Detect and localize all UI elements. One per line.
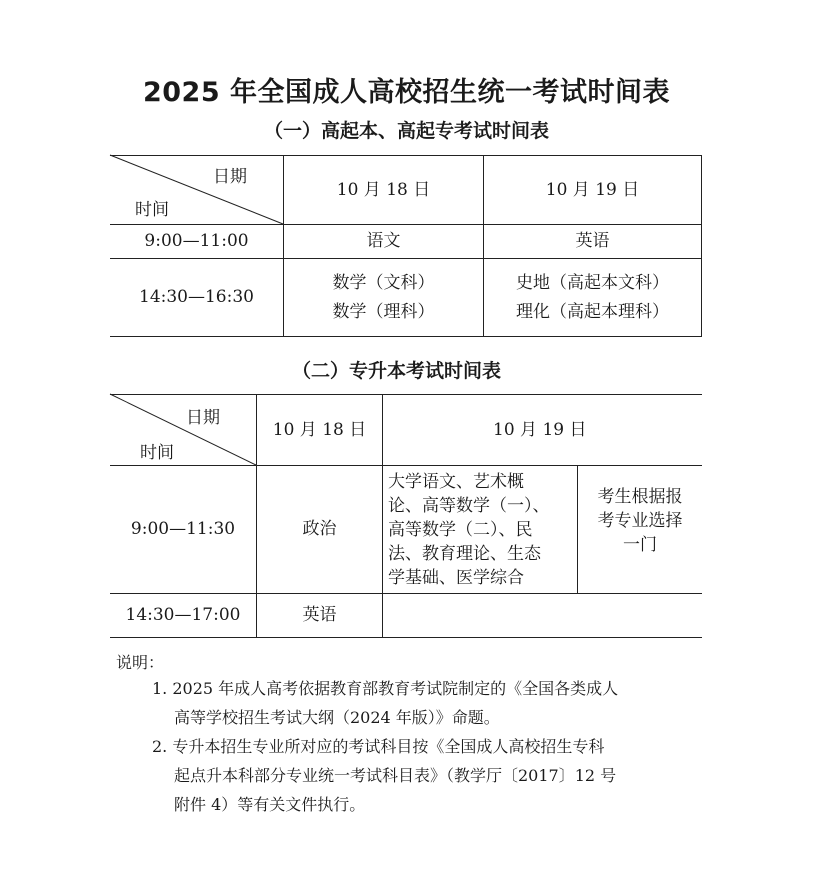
table1-date-header: 10 月 19 日	[545, 179, 640, 200]
table2-corner-date-label: 日期	[186, 408, 220, 428]
subject-line: 数学（文科）	[332, 272, 435, 293]
note-item-2	[152, 732, 618, 819]
note-line: 高等学校招生考试大纲（2024 年版）》命题。	[174, 708, 500, 727]
table2-subject-cell: 政治	[302, 519, 337, 539]
note-line: 考专业选择	[597, 510, 683, 531]
note-line: 1. 2025 年成人高考依据教育部教育考试院制定的《全国各类成人	[152, 679, 619, 698]
table2-corner-diagonal	[110, 394, 256, 465]
subject-line: 法、教育理论、生态	[388, 543, 541, 564]
table1-time-cell: 14:30—16:30	[139, 287, 254, 307]
table2-time-cell: 9:00—11:30	[130, 519, 236, 539]
table2-heading: （二）专升本考试时间表	[291, 360, 501, 382]
note-line: 2. 专升本招生专业所对应的考试科目按《全国成人高校招生专科	[152, 737, 605, 756]
table1-border-bottom	[110, 336, 702, 337]
subject-line: 高等数学（二）、民	[388, 519, 533, 540]
table2-border-bottom	[110, 637, 702, 638]
subject-line: 理化（高起本理科）	[516, 301, 669, 322]
subject-line: 数学（理科）	[332, 301, 435, 322]
table2-choice-note	[578, 466, 702, 593]
table2-corner-time-label: 时间	[140, 443, 174, 463]
table1-subject-cell: 语文	[366, 231, 401, 251]
subject-line: 学基础、医学综合	[388, 567, 524, 588]
note-line: 考生根据报	[597, 486, 683, 507]
table1-corner-time-label: 时间	[135, 200, 169, 220]
note-line: 起点升本科部分专业统一考试科目表》（教学厅〔2017〕12 号	[174, 766, 617, 785]
subject-line: 大学语文、艺术概	[388, 471, 524, 492]
table1-date-header: 10 月 18 日	[336, 179, 431, 200]
table2-subjects-list	[388, 468, 577, 591]
table1-corner-date-label: 日期	[213, 167, 247, 187]
note-item-1	[152, 674, 618, 732]
notes-list	[152, 674, 618, 819]
subject-line: 论、高等数学（一）、	[388, 495, 550, 516]
table2-date-header: 10 月 18 日	[272, 419, 367, 440]
subject-line: 史地（高起本文科）	[516, 272, 669, 293]
notes-label: 说明：	[116, 653, 165, 672]
table1-subject-cell	[284, 259, 483, 336]
table1-subject-cell: 英语	[575, 231, 610, 251]
table1-subject-cell	[484, 259, 701, 336]
table1-heading: （一）高起本、高起专考试时间表	[263, 120, 549, 142]
note-line: 附件 4）等有关文件执行。	[174, 795, 366, 814]
note-line: 一门	[623, 534, 657, 555]
table1-border-right	[701, 155, 702, 336]
table2-subject-cell: 英语	[302, 605, 337, 625]
table2-date-header: 10 月 19 日	[493, 419, 587, 440]
table1-time-cell: 9:00—11:00	[144, 231, 249, 251]
table2-time-cell: 14:30—17:00	[125, 605, 241, 625]
page-title: 2025 年全国成人高校招生统一考试时间表	[142, 77, 671, 108]
